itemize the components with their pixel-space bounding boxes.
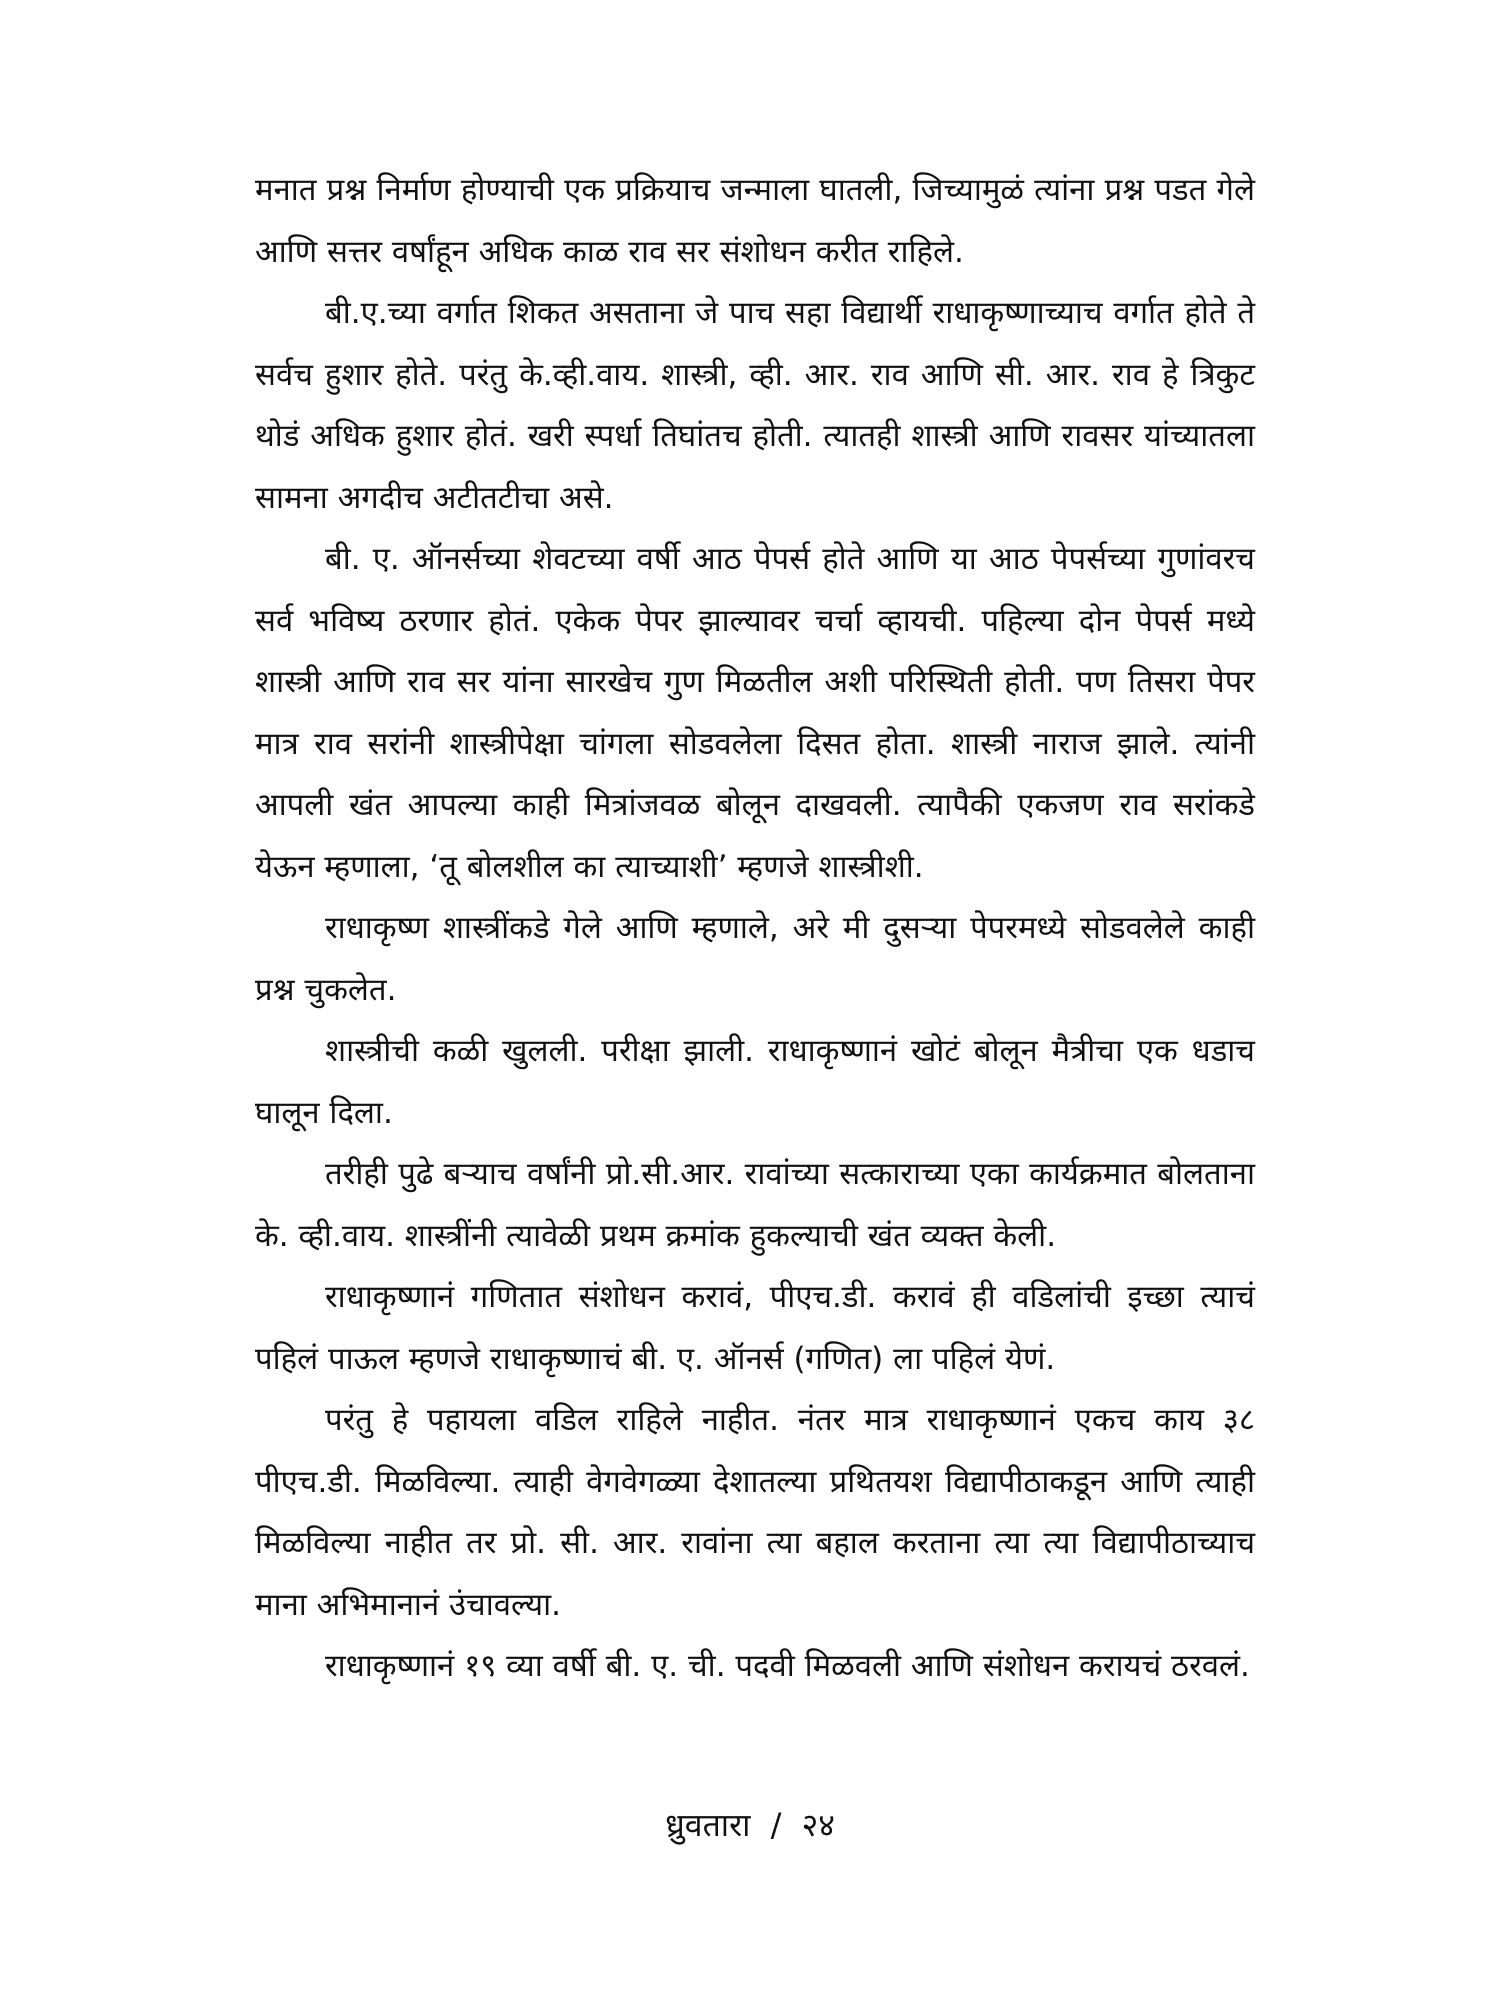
footer-separator: / (770, 1806, 782, 1844)
page-number: २४ (801, 1806, 835, 1844)
paragraph: राधाकृष्णानं १९ व्या वर्षी बी. ए. ची. पदवी मिळवली आणि संशोधन करायचं ठरवलं. (325, 1648, 1250, 1684)
book-title: ध्रुवतारा (665, 1806, 751, 1844)
paragraph: बी.ए.च्या वर्गात शिकत असताना जे पाच सहा विद्यार्थी राधाकृष्णाच्याच वर्गात होते ते सर्वच हुशार होते. परंतु के.व्ही.वाय. शास्त्री, व्ही. आर. राव आणि सी. आर. राव हे त्रिकुट थोडं अधिक हुशार होतं. खरी स्पर्धा तिघांतच होती. त्यातही शास्त्री आणि रावसर यांच्यातला सामना अगदीच अटीतटीचा असे. (255, 295, 1255, 516)
paragraph: तरीही पुढे बऱ्याच वर्षांनी प्रो.सी.आर. रावांच्या सत्काराच्या एका कार्यक्रमात बोलताना के. व्ही.वाय. शास्त्रींनी त्यावेळी प्रथम क्रमांक हुकल्याची खंत व्यक्त केली. (255, 1156, 1255, 1254)
body-text (255, 160, 1255, 1698)
paragraph: राधाकृष्ण शास्त्रींकडे गेले आणि म्हणाले, अरे मी दुसऱ्या पेपरमध्ये सोडवलेले काही प्रश्न चुकलेत. (255, 910, 1255, 1008)
paragraph: राधाकृष्णानं गणितात संशोधन करावं, पीएच.डी. करावं ही वडिलांची इच्छा त्याचं पहिलं पाऊल म्हणजे राधाकृष्णाचं बी. ए. ऑनर्स (गणित) ला पहिलं येणं. (255, 1279, 1255, 1377)
paragraph: बी. ए. ऑनर्सच्या शेवटच्या वर्षी आठ पेपर्स होते आणि या आठ पेपर्सच्या गुणांवरच सर्व भविष्य ठरणार होतं. एकेक पेपर झाल्यावर चर्चा व्हायची. पहिल्या दोन पेपर्स मध्ये शास्त्री आणि राव सर यांना सारखेच गुण मिळतील अशी परिस्थिती होती. पण तिसरा पेपर मात्र राव सरांनी शास्त्रीपेक्षा चांगला सोडवलेला दिसत होता. शास्त्री नाराज झाले. त्यांनी आपली खंत आपल्या काही मित्रांजवळ बोलून दाखवली. त्यापैकी एकजण राव सरांकडे येऊन म्हणाला, ‘तू बोलशील का त्याच्याशी’ म्हणजे शास्त्रीशी. (255, 541, 1255, 885)
page-footer (0, 1805, 1500, 1845)
paragraph: परंतु हे पहायला वडिल राहिले नाहीत. नंतर मात्र राधाकृष्णानं एकच काय ३८ पीएच.डी. मिळविल्या. त्याही वेगवेगळ्या देशातल्या प्रथितयश विद्यापीठाकडून आणि त्याही मिळविल्या नाहीत तर प्रो. सी. आर. रावांना त्या बहाल करताना त्या त्या विद्यापीठाच्याच माना अभिमानानं उंचावल्या. (255, 1402, 1255, 1623)
paragraph-continuation: मनात प्रश्न निर्माण होण्याची एक प्रक्रियाच जन्माला घातली, जिच्यामुळं त्यांना प्रश्न पडत गेले आणि सत्तर वर्षांहून अधिक काळ राव सर संशोधन करीत राहिले. (255, 172, 1255, 270)
paragraph: शास्त्रीची कळी खुलली. परीक्षा झाली. राधाकृष्णानं खोटं बोलून मैत्रीचा एक धडाच घालून दिला. (255, 1033, 1255, 1131)
